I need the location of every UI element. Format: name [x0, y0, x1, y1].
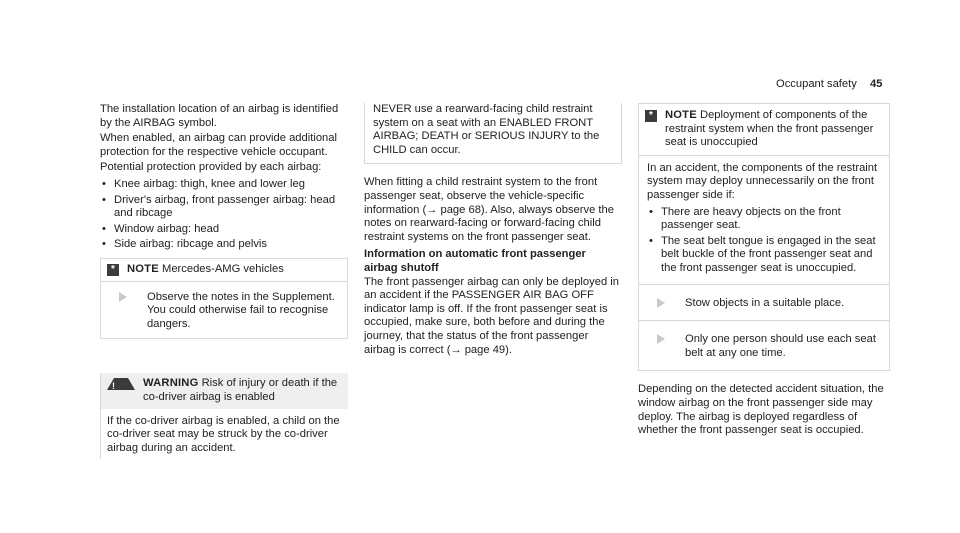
note-actions	[639, 284, 889, 321]
enabled-paragraph: When enabled, an airbag can provide additional protection for the respective vehicle occupant.	[100, 132, 337, 158]
warning-label: WARNING	[143, 377, 199, 390]
note-body	[639, 155, 889, 284]
note-title: Deployment of components of the restraint system when the front passenger seat is unoccupied	[665, 109, 874, 149]
shutoff-paragraph: The front passenger airbag can only be deployed in an accident if the PASSENGER AIR BAG OFF indicator lamp is off. If the front passenger seat is occupied, make sure, both before and during the journey, that the status of the front passenger airbag is correct (→ page 49).	[364, 275, 619, 356]
warning-title: Risk of injury or death if the co-driver airbag is enabled	[143, 377, 338, 403]
deployment-note-box	[638, 103, 890, 371]
airbag-list	[100, 178, 348, 252]
list-item: • Side airbag: ribcage and pelvis	[100, 238, 348, 252]
note-icon: *	[107, 264, 119, 276]
warning-triangle-icon: !	[107, 378, 135, 390]
note-actions	[639, 320, 889, 370]
list-item: • There are heavy objects on the front passenger seat.	[647, 206, 881, 233]
note-intro: In an accident, the components of the restraint system may deploy unnecessarily on the front passenger side if:	[647, 161, 878, 201]
column-2	[364, 103, 622, 357]
amg-note-box	[100, 258, 348, 339]
page-header	[776, 78, 946, 92]
note-header	[639, 103, 889, 155]
child-seat-warning-text: NEVER use a rearward-facing child restraint system on a seat with an ENABLED FRONT AIRBAG; DEATH or SERIOUS INJURY to the CHILD can occur.	[373, 103, 600, 156]
arrow-right-icon	[119, 292, 135, 302]
list-item: • Window airbag: head	[100, 223, 348, 237]
list-item: • Driver's airbag, front passenger airbag: head and ribcage	[100, 194, 348, 221]
installation-paragraph: The installation location of an airbag is identified by the AIRBAG symbol.	[100, 103, 339, 129]
note-action	[657, 333, 881, 360]
column-3	[638, 103, 890, 438]
warning-header	[101, 373, 348, 408]
note-body	[101, 281, 347, 339]
warning-box	[100, 373, 348, 459]
note-action-text: Only one person should use each seat belt at any one time.	[685, 333, 876, 359]
warning-body: If the co-driver airbag is enabled, a child on the co-driver seat may be struck by the co-driver airbag during an accident.	[107, 414, 340, 454]
list-item: • Knee airbag: thigh, knee and lower leg	[100, 178, 348, 192]
section-title: Occupant safety	[776, 78, 857, 90]
condition-list	[647, 206, 881, 276]
arrow-right-icon	[657, 334, 673, 344]
note-action-text: Stow objects in a suitable place.	[685, 296, 845, 309]
list-item: • The seat belt tongue is engaged in the seat belt buckle of the front passenger seat and the front passenger seat is unoccupied.	[647, 235, 881, 276]
window-airbag-paragraph: Depending on the detected accident situation, the window airbag on the front passenger side may deploy. The airbag is deployed regardless of whether the front passenger seat is occupied.	[638, 383, 884, 437]
note-title: Mercedes-AMG vehicles	[162, 262, 284, 275]
note-header	[101, 258, 347, 281]
note-action	[657, 297, 881, 311]
column-1	[100, 103, 348, 459]
section-heading: Information on automatic front passenger airbag shutoff	[364, 248, 586, 274]
note-action-text: Observe the notes in the Supplement. You could otherwise fail to recognise dangers.	[147, 290, 335, 330]
arrow-right-icon	[657, 298, 673, 308]
note-icon: *	[645, 110, 657, 122]
note-action	[119, 291, 341, 332]
note-label: NOTE	[665, 109, 697, 121]
note-label: NOTE	[127, 262, 159, 275]
child-seat-warning-box	[364, 103, 622, 164]
fitting-paragraph: When fitting a child restraint system to the front passenger seat, observe the vehicle-specific information (→ page 68). Also, always observe the notes on rearward-facing or forward-facing child restraint systems on the front passenger seat.	[364, 176, 614, 243]
page-number: 45	[869, 78, 883, 90]
protection-paragraph: Potential protection provided by each airbag:	[100, 161, 322, 174]
